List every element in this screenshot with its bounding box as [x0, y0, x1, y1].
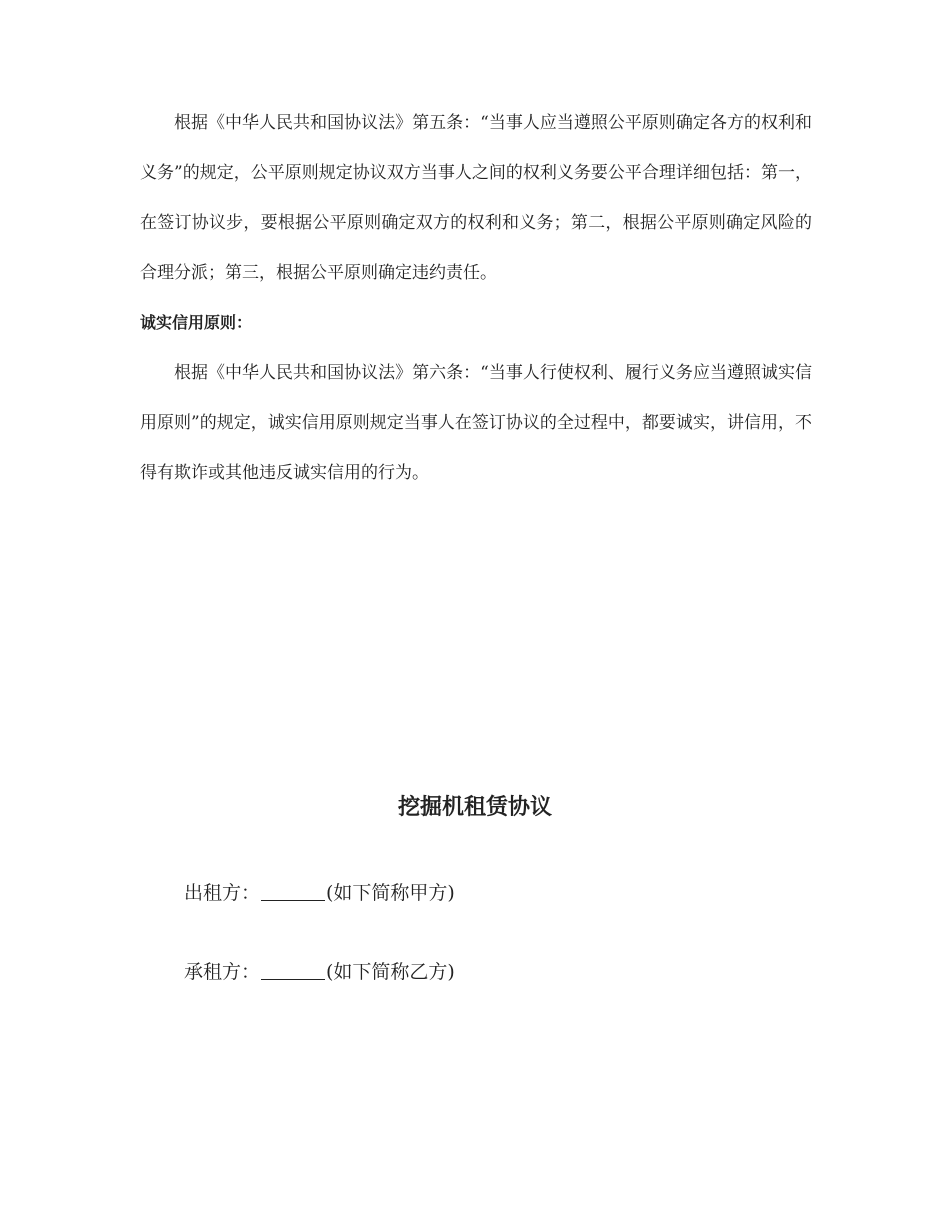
lessee-suffix: (如下简称乙方) [326, 961, 455, 983]
lessee-name-blank [261, 959, 325, 980]
lessor-name-blank [261, 880, 325, 901]
lessor-line [184, 878, 455, 908]
agreement-title: 挖掘机租赁协议 [397, 795, 552, 820]
lessor-suffix: (如下简称甲方) [326, 882, 455, 904]
lessee-line [184, 957, 455, 987]
section-heading: 诚实信用原则： [140, 313, 253, 332]
fairness-principle-paragraph: 根据《中华人民共和国协议法》第五条：“当事人应当遵照公平原则确定各方的权利和义务”的规定，公平原则规定协议双方当事人之间的权利义务要公平合理详细包括：第一，在签订协议步，要根据公平原则确定双方的权利和义务；第二，根据公平原则确定风险的合理分派；第三，根据公平原则确定违约责任。 [140, 113, 812, 283]
lessee-label: 承租方： [184, 961, 261, 983]
good-faith-principle-paragraph: 根据《中华人民共和国协议法》第六条：“当事人行使权利、履行义务应当遵照诚实信用原则”的规定，诚实信用原则规定当事人在签订协议的全过程中，都要诚实，讲信用，不得有欺诈或其他违反诚实信用的行为。 [140, 363, 812, 483]
lessor-label: 出租方： [184, 882, 261, 904]
